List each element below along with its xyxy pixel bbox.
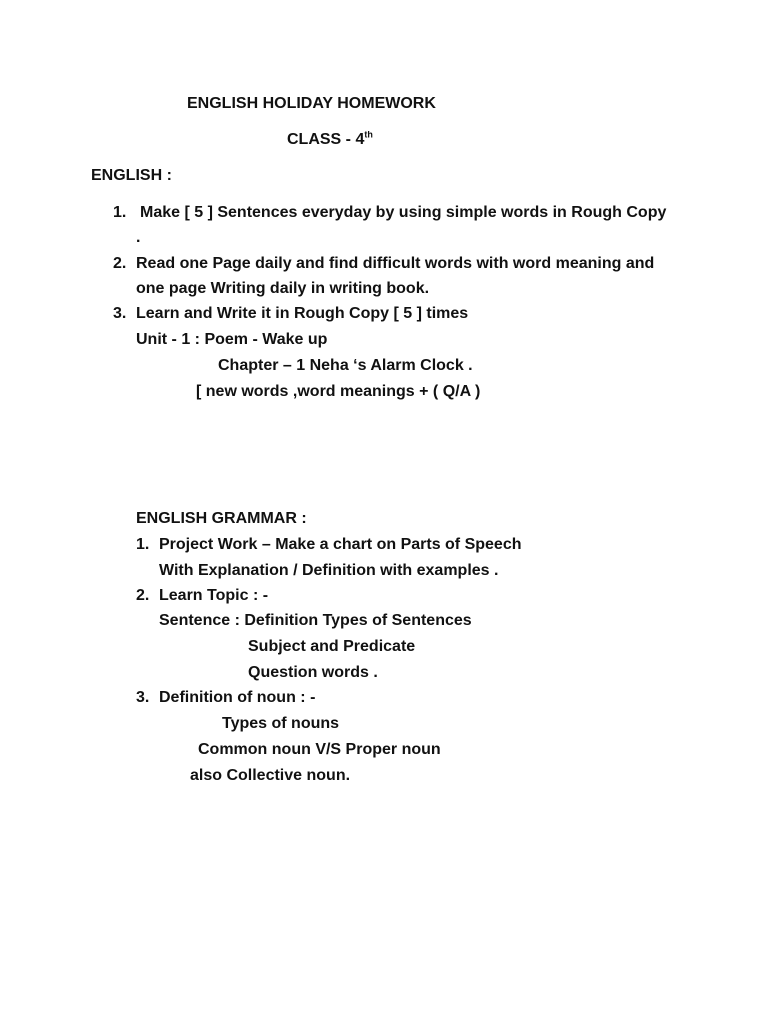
grammar-heading: ENGLISH GRAMMAR : — [136, 510, 307, 527]
sentence-line: Sentence : Definition Types of Sentences — [159, 612, 472, 629]
class-label-sup: th — [364, 129, 373, 140]
collective-noun-line: also Collective noun. — [190, 767, 351, 784]
class-label — [287, 130, 373, 150]
grammar-item1-number: 1. — [136, 536, 150, 553]
subject-predicate-line: Subject and Predicate — [248, 638, 416, 655]
question-words-line: Question words . — [248, 664, 378, 681]
grammar-item3-number: 3. — [136, 689, 150, 706]
grammar-item1-text: Project Work – Make a chart on Parts of Speech — [159, 536, 522, 553]
english-item2-text: Read one Page daily and find difficult words with word meaning and — [136, 255, 655, 272]
english-item2-number: 2. — [113, 255, 127, 272]
types-of-nouns-line: Types of nouns — [222, 715, 340, 732]
chapter-line: Chapter – 1 Neha ‘s Alarm Clock . — [218, 357, 473, 374]
grammar-item1-continuation: With Explanation / Definition with examples . — [159, 562, 499, 579]
grammar-item2-text: Learn Topic : - — [159, 587, 269, 604]
english-item3-number: 3. — [113, 305, 127, 322]
grammar-item3-text: Definition of noun : - — [159, 689, 316, 706]
english-heading: ENGLISH : — [91, 167, 172, 184]
english-item2-continuation: one page Writing daily in writing book. — [136, 280, 430, 297]
document-title: ENGLISH HOLIDAY HOMEWORK — [187, 95, 436, 112]
class-label-text: CLASS - 4 — [287, 131, 365, 148]
unit-line: Unit - 1 : Poem - Wake up — [136, 331, 328, 348]
english-item1-text: Make [ 5 ] Sentences everyday by using simple words in Rough Copy — [140, 204, 667, 221]
english-item3-text: Learn and Write it in Rough Copy [ 5 ] times — [136, 305, 469, 322]
grammar-item2-number: 2. — [136, 587, 150, 604]
common-proper-noun-line: Common noun V/S Proper noun — [198, 741, 441, 758]
english-item1-number: 1. — [113, 204, 127, 221]
english-item1-continuation: . — [136, 229, 141, 246]
new-words-line: [ new words ,word meanings + ( Q/A ) — [196, 383, 481, 400]
